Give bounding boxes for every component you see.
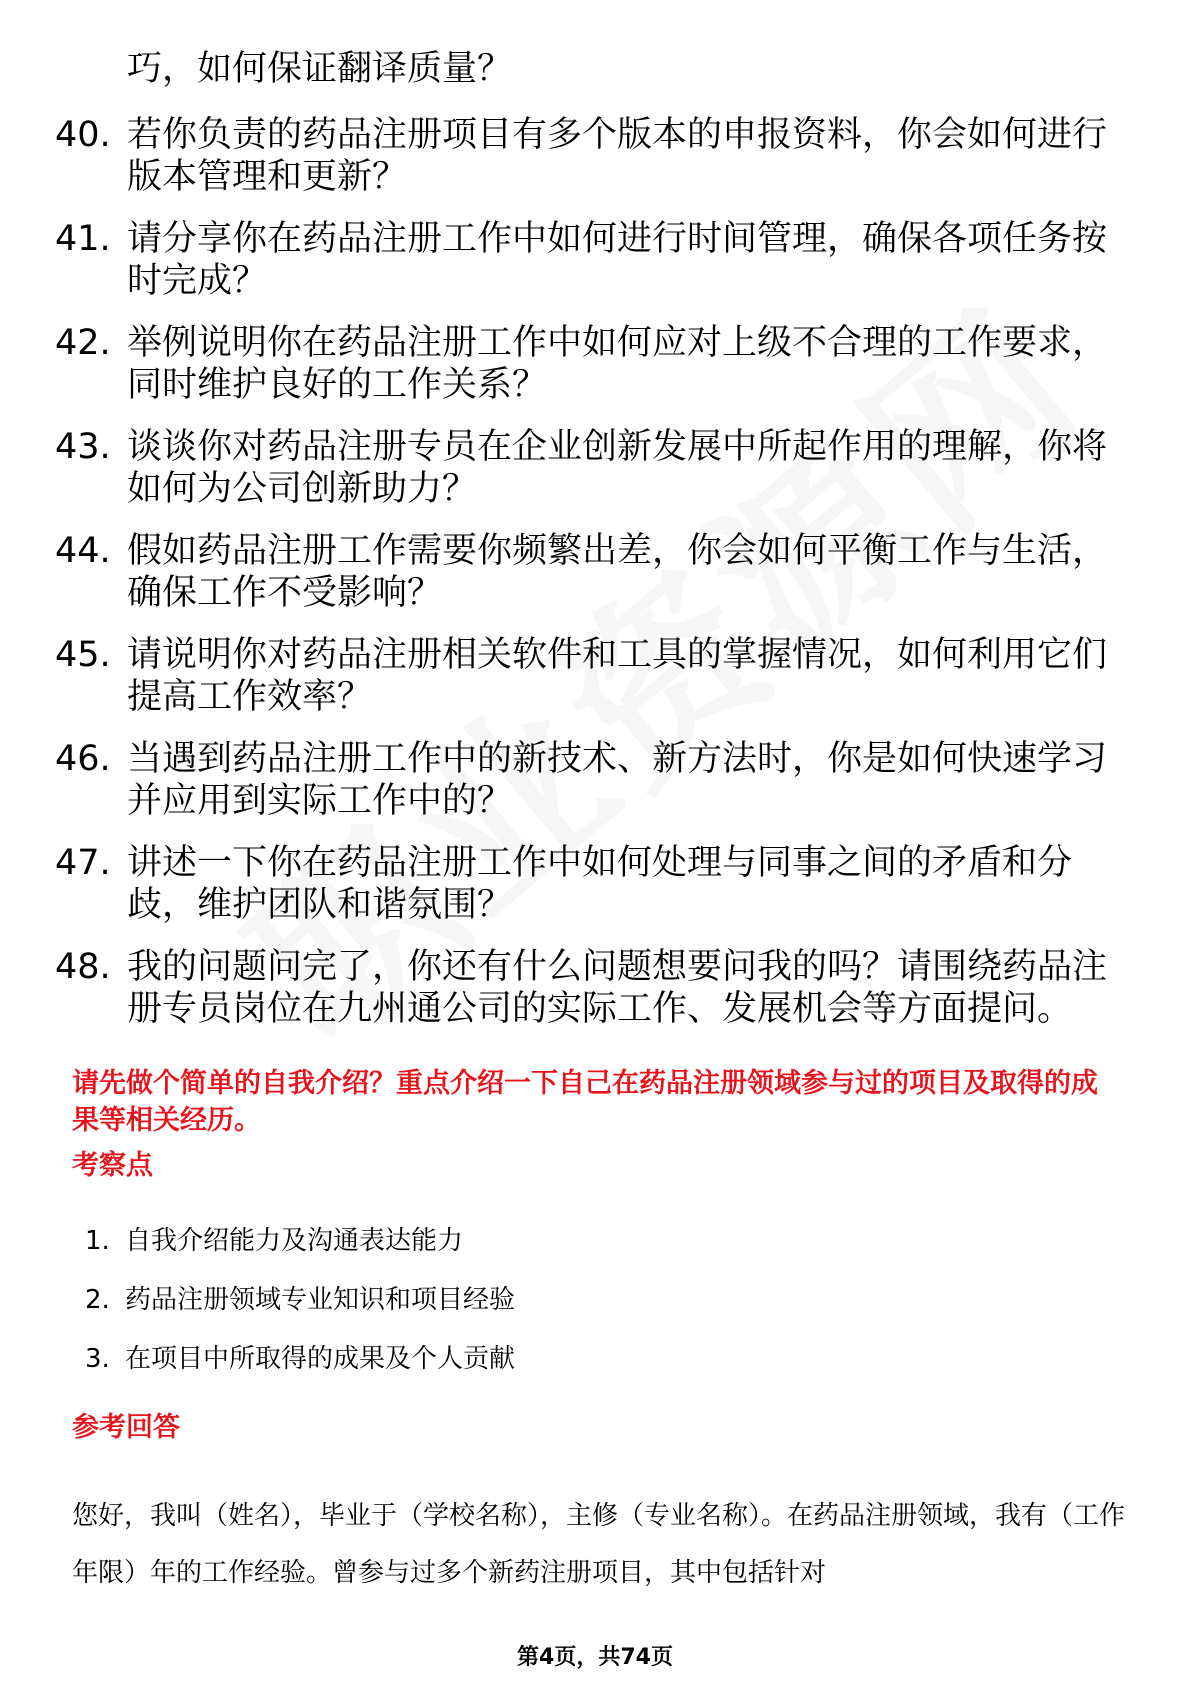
- question-number: 45.: [55, 635, 111, 675]
- question-number: 40.: [55, 115, 111, 155]
- question-text: 讲述一下你在药品注册工作中如何处理与同事之间的矛盾和分歧，维护团队和谐氛围？: [127, 843, 1073, 925]
- question-text: 请分享你在药品注册工作中如何进行时间管理，确保各项任务按时完成？: [127, 219, 1108, 301]
- point-item: [85, 1343, 1085, 1375]
- question-number: 41.: [55, 219, 111, 259]
- points-heading: 考察点: [72, 1150, 153, 1181]
- question-number: 44.: [55, 531, 111, 571]
- question-number: 42.: [55, 323, 111, 363]
- points-list: [85, 1225, 1085, 1402]
- question-number: 43.: [55, 427, 111, 467]
- question-text: 若你负责的药品注册项目有多个版本的申报资料，你会如何进行版本管理和更新？: [127, 115, 1108, 197]
- point-item: [85, 1225, 1085, 1257]
- highlighted-question: 请先做个简单的自我介绍？重点介绍一下自己在药品注册领域参与过的项目及取得的成果等相关经历。: [72, 1068, 1098, 1136]
- point-item: [85, 1284, 1085, 1316]
- point-number: 2.: [85, 1285, 110, 1315]
- question-text: 我的问题问完了，你还有什么问题想要问我的吗？请围绕药品注册专员岗位在九州通公司的实际工作、发展机会等方面提问。: [127, 947, 1108, 1029]
- question-item: [55, 946, 1125, 1030]
- question-number: 47.: [55, 843, 111, 883]
- question-item: [55, 634, 1125, 718]
- question-text: 假如药品注册工作需要你频繁出差，你会如何平衡工作与生活，确保工作不受影响？: [127, 531, 1108, 613]
- question-item: [55, 530, 1125, 614]
- point-number: 1.: [85, 1226, 110, 1256]
- question-text: 请说明你对药品注册相关软件和工具的掌握情况，如何利用它们提高工作效率？: [127, 635, 1108, 717]
- question-list: [55, 114, 1125, 1050]
- point-text: 在项目中所取得的成果及个人贡献: [125, 1344, 516, 1374]
- question-item: [55, 738, 1125, 822]
- question-number: 46.: [55, 739, 111, 779]
- question-item: [55, 114, 1125, 198]
- question-item: [55, 218, 1125, 302]
- question-item: [55, 842, 1125, 926]
- point-number: 3.: [85, 1344, 110, 1374]
- question-number: 48.: [55, 947, 111, 987]
- answer-paragraph: 您好，我叫（姓名），毕业于（学校名称），主修（专业名称）。在药品注册领域，我有（工作年限）年的工作经验。曾参与过多个新药注册项目，其中包括针对: [72, 1501, 1126, 1588]
- question-text: 当遇到药品注册工作中的新技术、新方法时，你是如何快速学习并应用到实际工作中的？: [127, 739, 1108, 821]
- question-item: [55, 322, 1125, 406]
- question-text: 谈谈你对药品注册专员在企业创新发展中所起作用的理解，你将如何为公司创新助力？: [127, 427, 1108, 509]
- question-text: 举例说明你在药品注册工作中如何应对上级不合理的工作要求，同时维护良好的工作关系？: [127, 323, 1108, 405]
- question-item: [55, 426, 1125, 510]
- question-continuation: 巧，如何保证翻译质量？: [127, 49, 513, 89]
- page-footer: 第4页，共74页: [517, 1645, 673, 1670]
- point-text: 药品注册领域专业知识和项目经验: [125, 1285, 516, 1315]
- point-text: 自我介绍能力及沟通表达能力: [125, 1226, 464, 1256]
- answer-heading: 参考回答: [72, 1412, 180, 1443]
